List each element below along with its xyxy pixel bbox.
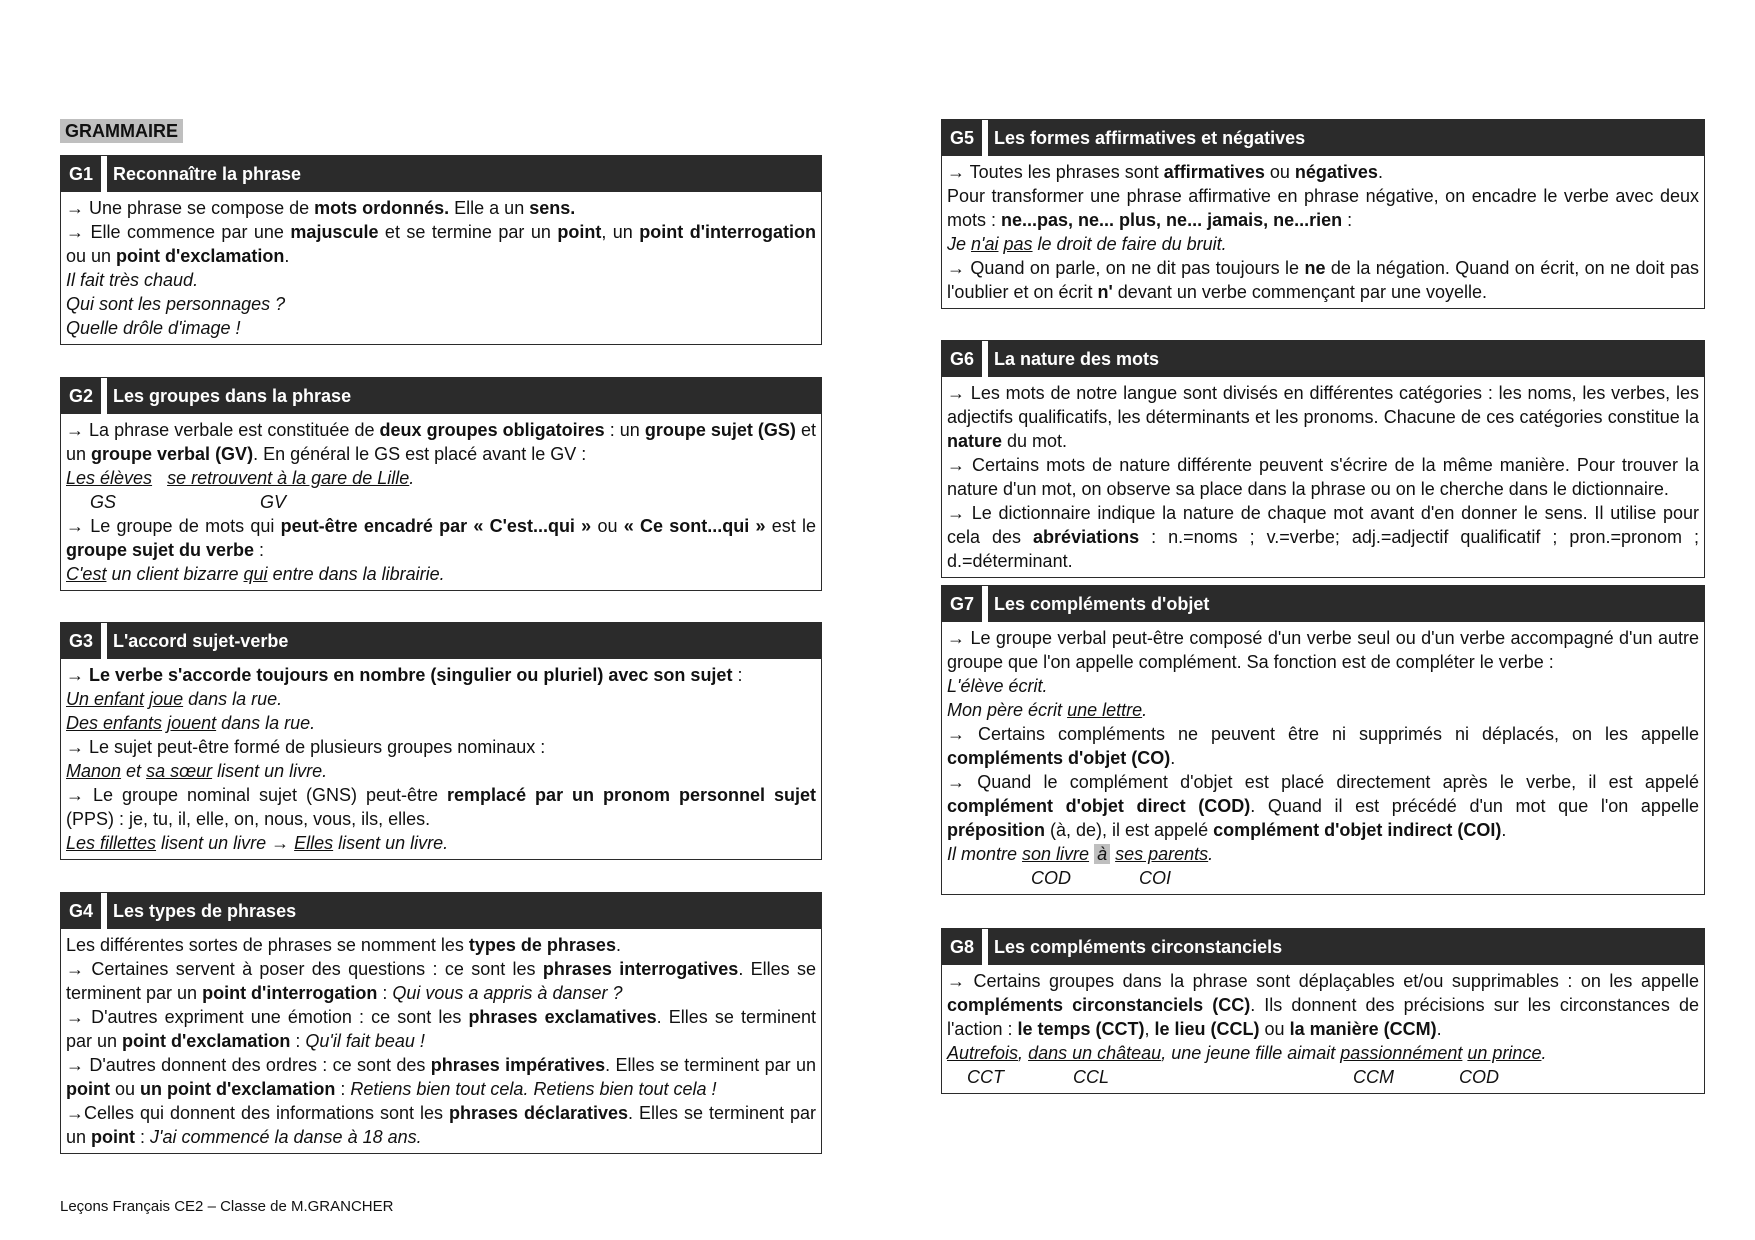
lesson-code: G7 — [942, 586, 988, 622]
example-line: Autrefois, dans un château, une jeune fille aimait passionnément un prince. — [947, 1043, 1547, 1063]
lesson-code: G6 — [942, 341, 988, 377]
rule-line: → Le groupe de mots qui peut-être encadré par « C'est...qui » ou « Ce sont...qui » est le groupe sujet du verbe : — [66, 516, 816, 560]
rule-line: → Le groupe verbal peut-être composé d'un verbe seul ou d'un verbe accompagné d'un autre groupe que l'on appelle complément. Sa fonction est de compléter le verbe : — [947, 628, 1699, 672]
example-line: Les élèves se retrouvent à la gare de Lille. — [66, 468, 415, 488]
lesson-g4 — [60, 892, 822, 1154]
rule-line: → Quand on parle, on ne dit pas toujours le ne de la négation. Quand on écrit, on ne doit pas l'oublier et on écrit n' devant un verbe commençant par une voyelle. — [947, 258, 1699, 302]
lesson-title: La nature des mots — [994, 348, 1160, 369]
rule-line: → Une phrase se compose de mots ordonnés. Elle a un sens. — [66, 198, 576, 218]
example-line: Les fillettes lisent un livre → Elles lisent un livre. — [66, 833, 449, 853]
lesson-title: Les groupes dans la phrase — [113, 385, 352, 406]
rule-line: → Le dictionnaire indique la nature de chaque mot avant d'en donner le sens. Il utilise pour cela des abréviations : n.=noms ; v.=verbe; adj.=adjectif qualificatif ; pron.=pronom ; d.=déterminant. — [947, 503, 1700, 571]
lesson-code: G8 — [942, 929, 988, 965]
lesson-code: G5 — [942, 120, 988, 156]
lesson-title: Les compléments circonstanciels — [994, 936, 1283, 957]
lesson-code: G3 — [61, 623, 107, 659]
rule-line: → Les mots de notre langue sont divisés en différentes catégories : les noms, les verbes, les adjectifs qualificatifs, les déterminants et les pronoms. Chacune de ces catégories constitue la nature du mot. — [947, 383, 1699, 451]
lesson-g8 — [941, 928, 1705, 1094]
rule-line: Les différentes sortes de phrases se nomment les types de phrases. — [66, 935, 621, 955]
lesson-header — [61, 623, 821, 659]
page-footer: Leçons Français CE2 – Classe de M.GRANCHER — [60, 1198, 394, 1215]
lesson-header — [61, 378, 821, 414]
example-line: C'est un client bizarre qui entre dans la librairie. — [66, 564, 445, 584]
preposition-highlight: à — [1094, 844, 1110, 864]
lesson-body — [942, 377, 1704, 577]
lesson-code: G2 — [61, 378, 107, 414]
lesson-header — [942, 341, 1704, 377]
lesson-body — [942, 622, 1704, 894]
rule-line: → D'autres expriment une émotion : ce sont les phrases exclamatives. Elles se terminent par un point d'exclamation : Qu'il fait beau ! — [66, 1007, 816, 1051]
rule-line: → D'autres donnent des ordres : ce sont des phrases impératives. Elles se terminent par un point ou un point d'exclamation : Retiens bien tout cela. Retiens bien tout cela ! — [66, 1055, 816, 1099]
lesson-body — [61, 192, 821, 344]
lesson-title: Les compléments d'objet — [994, 593, 1210, 614]
example-line: Il montre son livre à ses parents. — [947, 844, 1214, 864]
example-line: Je n'ai pas le droit de faire du bruit. — [947, 234, 1227, 254]
rule-line: → Certains mots de nature différente peuvent s'écrire de la même manière. Pour trouver la nature d'un mot, on observe sa place dans la phrase ou on le cherche dans le dictionnaire. — [947, 455, 1699, 499]
lesson-g7 — [941, 585, 1705, 895]
rule-line: Pour transformer une phrase affirmative en phrase négative, on encadre le verbe avec deux mots : ne...pas, ne... plus, ne... jamais, ne...rien : — [947, 186, 1699, 230]
rule-line: → Quand le complément d'objet est placé directement après le verbe, il est appelé complément d'objet direct (COD). Quand il est précédé d'un mot que l'on appelle préposition (à, de), il est appelé complément d'objet indirect (COI). — [947, 772, 1699, 840]
rule-line: → La phrase verbale est constituée de deux groupes obligatoires : un groupe sujet (GS) et un groupe verbal (GV). En général le GS est placé avant le GV : — [66, 420, 816, 464]
lesson-code: G1 — [61, 156, 107, 192]
lesson-g1 — [60, 155, 822, 345]
lesson-code: G4 — [61, 893, 107, 929]
example-line: Il fait très chaud. — [66, 270, 199, 290]
lesson-body — [61, 659, 821, 859]
lesson-title: Les types de phrases — [113, 900, 297, 921]
example-line: L'élève écrit. — [947, 676, 1048, 696]
lesson-header — [61, 156, 821, 192]
lesson-body — [942, 965, 1704, 1093]
lesson-g3 — [60, 622, 822, 860]
example-line: Quelle drôle d'image ! — [66, 318, 241, 338]
example-line: Manon et sa sœur lisent un livre. — [66, 761, 328, 781]
section-tag: GRAMMAIRE — [60, 119, 183, 143]
group-labels: GS GV — [90, 492, 287, 512]
rule-line: → Elle commence par une majuscule et se termine par un point, un point d'interrogation ou un point d'exclamation. — [66, 222, 816, 266]
lesson-body — [942, 156, 1704, 308]
rule-line: → Le verbe s'accorde toujours en nombre (singulier ou pluriel) avec son sujet : — [66, 665, 743, 685]
rule-line: → Certaines servent à poser des questions : ce sont les phrases interrogatives. Elles se terminent par un point d'interrogation : Qui vous a appris à danser ? — [66, 959, 817, 1003]
lesson-title: L'accord sujet-verbe — [113, 630, 289, 651]
lesson-g5 — [941, 119, 1705, 309]
lesson-header — [942, 586, 1704, 622]
rule-line: → Certains groupes dans la phrase sont déplaçables et/ou supprimables : on les appelle compléments circonstanciels (CC). Ils donnent des précisions sur les circonstances de l'action : le temps (CCT), le lieu (CCL) ou la manière (CCM). — [947, 971, 1699, 1039]
lesson-header — [942, 929, 1704, 965]
lesson-body — [61, 414, 821, 590]
lesson-header — [942, 120, 1704, 156]
complement-labels: CCT CCL CCM COD — [967, 1067, 1499, 1087]
example-line: Mon père écrit une lettre. — [947, 700, 1148, 720]
lesson-g6 — [941, 340, 1705, 578]
example-line: Qui sont les personnages ? — [66, 294, 286, 314]
lesson-title: Les formes affirmatives et négatives — [994, 127, 1306, 148]
rule-line: →Celles qui donnent des informations sont les phrases déclaratives. Elles se terminent par un point : J'ai commencé la danse à 18 ans. — [66, 1103, 816, 1147]
example-line: Des enfants jouent dans la rue. — [66, 713, 316, 733]
rule-line: → Le groupe nominal sujet (GNS) peut-être remplacé par un pronom personnel sujet (PPS) : je, tu, il, elle, on, nous, vous, ils, elles. — [66, 785, 817, 829]
lesson-header — [61, 893, 821, 929]
complement-labels: COD COI — [1031, 868, 1172, 888]
lesson-body — [61, 929, 821, 1153]
rule-line: → Toutes les phrases sont affirmatives ou négatives. — [947, 162, 1383, 182]
example-line: Un enfant joue dans la rue. — [66, 689, 283, 709]
rule-line: → Certains compléments ne peuvent être ni supprimés ni déplacés, on les appelle compléments d'objet (CO). — [947, 724, 1699, 768]
lesson-g2 — [60, 377, 822, 591]
lesson-title: Reconnaître la phrase — [113, 163, 302, 184]
rule-line: → Le sujet peut-être formé de plusieurs groupes nominaux : — [66, 737, 546, 757]
